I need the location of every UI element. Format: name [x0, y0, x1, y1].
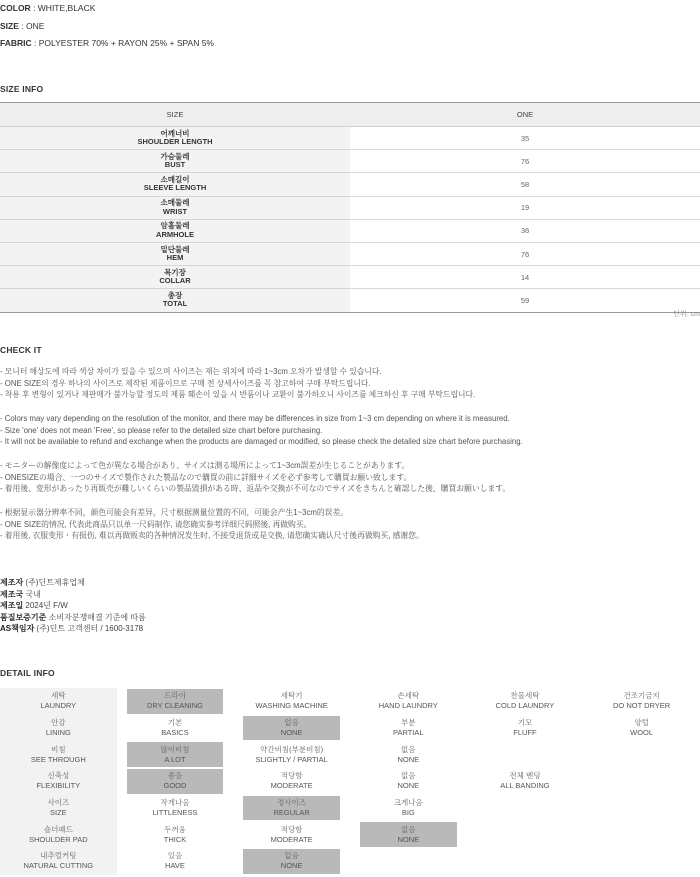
detail-option	[233, 848, 350, 875]
size-row	[0, 197, 700, 220]
measure-label	[0, 289, 350, 311]
detail-label-ko: 없음	[401, 744, 416, 754]
detail-option	[467, 741, 584, 768]
detail-label-en: NATURAL CUTTING	[23, 861, 94, 871]
detail-label-ko: 내추럴커팅	[40, 851, 77, 861]
detail-grid	[0, 688, 700, 875]
detail-label-en: DO NOT DRYER	[612, 701, 671, 711]
detail-option	[350, 715, 467, 742]
note-line: - 着用後, 衣服变形ㆍ有损伤, 难以再做贩卖的各种情况发生时, 不接受退货或是交换, 请您确实确认尺寸後再做购买, 感谢您。	[0, 531, 424, 541]
detail-label-en: NONE	[280, 728, 303, 738]
detail-label-en: LITTLENESS	[152, 808, 198, 818]
maker-row: 제조일 2024년 F/W	[0, 601, 68, 610]
size-row	[0, 220, 700, 243]
size-info-title: SIZE INFO	[0, 84, 44, 94]
detail-label-en: A LOT	[164, 754, 186, 764]
detail-option	[467, 795, 584, 822]
detail-label-ko: 좋음	[167, 771, 183, 781]
measure-label-en: BUST	[164, 160, 186, 170]
measure-value: 35	[520, 133, 530, 143]
detail-label-en: LAUNDRY	[40, 701, 77, 711]
fabric-spec: FABRIC : POLYESTER 70% + RAYON 25% + SPAN 5%	[0, 38, 214, 48]
detail-row	[0, 688, 700, 715]
measure-label-en: COLLAR	[159, 276, 191, 286]
detail-label-ko: 없음	[401, 771, 416, 781]
detail-label-ko: 작게나옴	[160, 798, 190, 808]
check-notes-japanese	[0, 460, 510, 495]
measure-value: 19	[520, 203, 530, 213]
size-row	[0, 289, 700, 312]
detail-label-ko: 숄더패드	[43, 824, 73, 834]
note-line: - モニターの解像度によって色が異なる場合があり、サイズは測る場所によって1~3cm誤差が生じることがあります。	[0, 461, 410, 470]
detail-label-ko: 세탁	[51, 691, 66, 701]
measure-label-en: WRIST	[162, 206, 188, 216]
detail-label-en: LINING	[45, 728, 71, 738]
detail-label-en: ALL BANDING	[500, 781, 550, 791]
detail-option	[583, 795, 700, 822]
detail-label-en: NONE	[397, 834, 420, 844]
detail-info-title: DETAIL INFO	[0, 668, 55, 678]
measure-label	[0, 173, 350, 195]
measure-label	[0, 243, 350, 265]
detail-label-en: HAVE	[165, 861, 185, 871]
detail-label-en: SIZE	[49, 808, 67, 818]
detail-label-en: REGULAR	[273, 808, 310, 818]
detail-row	[0, 848, 700, 875]
note-line: - 모니터 해상도에 따라 색상 차이가 있을 수 있으며 사이즈는 재는 위치에 따라 1~3cm 오차가 발생할 수 있습니다.	[0, 367, 382, 376]
detail-option	[117, 768, 234, 795]
measure-label	[0, 220, 350, 242]
detail-option	[117, 688, 234, 715]
detail-option	[350, 821, 467, 848]
check-notes-english	[0, 413, 523, 448]
note-line: - ONESIZEの場合、一つのサイズで製作された製品なので購買の前に詳細サイズを必ず参考して購買お願い致します。	[0, 472, 412, 482]
size-row	[0, 243, 700, 266]
detail-label-en: THICK	[163, 834, 187, 844]
detail-label-ko: 정사이즈	[277, 798, 307, 808]
detail-option	[350, 741, 467, 768]
measure-value: 76	[520, 156, 530, 166]
detail-label-en: MODERATE	[270, 834, 313, 844]
detail-category	[0, 688, 117, 715]
detail-label-en: HAND LAUNDRY	[378, 701, 438, 711]
detail-label-ko: 없음	[284, 851, 299, 861]
detail-label-ko: 안감	[51, 718, 66, 728]
detail-option	[117, 821, 234, 848]
check-notes-korean	[0, 366, 475, 401]
detail-label-en: SEE THROUGH	[30, 754, 86, 764]
detail-label-ko: 약간비침(부분비침)	[260, 744, 324, 754]
detail-option	[233, 688, 350, 715]
check-it-title: CHECK IT	[0, 345, 42, 355]
measure-label	[0, 266, 350, 288]
detail-label-ko: 찬물세탁	[510, 691, 540, 701]
detail-option	[233, 795, 350, 822]
detail-label-ko: 없음	[401, 824, 416, 834]
note-line: - ONE SIZE의 경우 하나의 사이즈로 제작된 제품이므로 구매 전 상세사이즈를 꼭 참고하여 구매 부탁드립니다.	[0, 378, 371, 388]
detail-label-en: NONE	[397, 781, 420, 791]
detail-label-en: COLD LAUNDRY	[495, 701, 555, 711]
detail-option	[583, 848, 700, 875]
note-line: - 着用後、変形があったり再販売が難しいくらいの製品毀損がある時、返品や交換が不可なのでサイズをきちんと確認した後、購買お願いします。	[0, 484, 511, 494]
measure-label	[0, 150, 350, 172]
note-line: - It will not be available to refund and exchange when the products are damaged or modified, so please check the detailed size chart before purchasing.	[0, 437, 523, 447]
size-row	[0, 150, 700, 173]
detail-label-ko: 건조기금지	[623, 691, 660, 701]
detail-label-en: SHOULDER PAD	[29, 834, 88, 844]
detail-label-en: FLEXIBILITY	[36, 781, 81, 791]
maker-info	[0, 577, 146, 635]
measure-label	[0, 197, 350, 219]
measure-value: 58	[520, 179, 530, 189]
detail-category	[0, 741, 117, 768]
note-line: - 착용 후 변형이 있거나 재판매가 불가능할 정도의 제품 훼손이 있을 시 반품이나 교환이 불가하오니 사이즈를 체크하신 후 구매 부탁드립니다.	[0, 390, 476, 400]
check-notes-chinese	[0, 507, 424, 542]
measure-value: 36	[520, 226, 530, 236]
detail-option	[350, 795, 467, 822]
measure-label-ko: 어깨너비	[160, 128, 190, 138]
detail-option	[583, 688, 700, 715]
measure-value: 14	[520, 272, 530, 282]
detail-label-en: WOOL	[630, 728, 654, 738]
measure-label-ko: 소매둘레	[160, 198, 190, 208]
detail-label-en: BIG	[401, 808, 415, 818]
detail-option	[583, 741, 700, 768]
note-line: - 根据显示器分辨率不同，颜色可能会有差异，尺寸根据测量位置的不同，可能会产生1~3cm的误差。	[0, 508, 349, 517]
detail-option	[233, 821, 350, 848]
detail-label-ko: 부분	[401, 718, 416, 728]
measure-label-ko: 가슴둘레	[160, 151, 190, 161]
detail-label-en: NONE	[397, 754, 420, 764]
detail-row	[0, 715, 700, 742]
detail-label-ko: 비침	[51, 744, 66, 754]
measure-label-ko: 소매길이	[160, 174, 190, 184]
detail-option	[117, 795, 234, 822]
detail-label-en: MODERATE	[270, 781, 313, 791]
size-spec: SIZE : ONE	[0, 21, 45, 31]
unit-label: 단위: cm	[673, 311, 700, 318]
detail-row	[0, 741, 700, 768]
measure-label-en: SHOULDER LENGTH	[137, 137, 213, 147]
maker-row: AS책임자 (주)딘트 고객센터 / 1600-3178	[0, 624, 144, 633]
detail-row	[0, 821, 700, 848]
measure-label-ko: 밑단둘레	[160, 244, 190, 254]
detail-label-ko: 드라이	[164, 691, 186, 701]
detail-category	[0, 795, 117, 822]
detail-category	[0, 848, 117, 875]
detail-label-ko: 사이즈	[47, 798, 70, 808]
note-line: - Size 'one' does not mean 'Free', so please refer to the detailed size chart before purchasing.	[0, 425, 323, 435]
note-line: - ONE SIZE的情况, 代表此商品只以单一尺码制作, 请您确实参考详细尺码照後, 再做购买。	[0, 519, 312, 529]
detail-option	[350, 848, 467, 875]
detail-label-en: WASHING MACHINE	[255, 701, 328, 711]
detail-option	[467, 715, 584, 742]
detail-label-ko: 전체 밴딩	[509, 771, 541, 781]
detail-option	[350, 688, 467, 715]
detail-label-ko: 크게나옴	[393, 798, 423, 808]
detail-option	[233, 741, 350, 768]
detail-label-ko: 손세탁	[397, 691, 420, 701]
measure-value: 76	[520, 249, 530, 259]
measure-label-ko: 목기장	[164, 267, 186, 277]
detail-label-en: NONE	[280, 861, 303, 871]
detail-label-ko: 적당함	[280, 824, 303, 834]
detail-label-en: DRY CLEANING	[146, 701, 203, 711]
detail-option	[467, 848, 584, 875]
detail-option	[583, 821, 700, 848]
detail-label-ko: 있음	[167, 851, 183, 861]
detail-option	[467, 688, 584, 715]
size-col-header: SIZE	[166, 110, 184, 119]
detail-label-ko: 세탁기	[280, 691, 303, 701]
maker-row: 품질보증기준 소비자분쟁해결 기준에 따름	[0, 612, 146, 622]
one-col-header: ONE	[516, 110, 534, 119]
note-line: - Colors may vary depending on the resolution of the monitor, and there may be differences in size from 1~3 cm depending on where it is measured.	[0, 414, 510, 423]
detail-option	[583, 768, 700, 795]
measure-label	[0, 127, 350, 149]
size-row	[0, 127, 700, 150]
detail-label-en: SLIGHTLY / PARTIAL	[255, 754, 328, 764]
detail-label-en: GOOD	[163, 781, 187, 791]
detail-label-ko: 적당함	[280, 771, 303, 781]
color-spec: COLOR : WHITE,BLACK	[0, 3, 96, 13]
detail-option	[117, 715, 234, 742]
detail-label-ko: 신축성	[47, 771, 70, 781]
detail-option	[233, 768, 350, 795]
measure-value: 59	[520, 295, 530, 305]
size-table	[0, 102, 700, 313]
size-row	[0, 173, 700, 196]
detail-label-ko: 양털	[634, 718, 649, 728]
size-table-header	[0, 102, 700, 127]
detail-label-ko: 많이비침	[160, 744, 190, 754]
detail-label-en: FLUFF	[513, 728, 537, 738]
detail-option	[233, 715, 350, 742]
detail-option	[467, 768, 584, 795]
detail-option	[583, 715, 700, 742]
detail-row	[0, 795, 700, 822]
detail-category	[0, 715, 117, 742]
detail-option	[117, 848, 234, 875]
measure-label-en: SLEEVE LENGTH	[143, 183, 207, 193]
measure-label-ko: 총장	[167, 290, 183, 300]
detail-option	[467, 821, 584, 848]
detail-label-ko: 없음	[284, 718, 299, 728]
detail-option	[117, 741, 234, 768]
measure-label-en: HEM	[166, 253, 184, 263]
detail-label-en: PARTIAL	[393, 728, 424, 738]
measure-label-ko: 암홀둘레	[160, 221, 190, 231]
detail-label-ko: 기본	[167, 718, 183, 728]
detail-category	[0, 768, 117, 795]
detail-label-ko: 두꺼움	[164, 824, 186, 834]
detail-label-en: BASICS	[161, 728, 189, 738]
maker-row: 제조국 국내	[0, 589, 41, 599]
measure-label-en: ARMHOLE	[156, 229, 194, 239]
measure-label-en: TOTAL	[162, 299, 188, 309]
maker-row: 제조자 (주)딘트제휴업체	[0, 578, 85, 587]
detail-option	[350, 768, 467, 795]
detail-row	[0, 768, 700, 795]
detail-label-ko: 기모	[517, 718, 533, 728]
detail-category	[0, 821, 117, 848]
size-row	[0, 266, 700, 289]
